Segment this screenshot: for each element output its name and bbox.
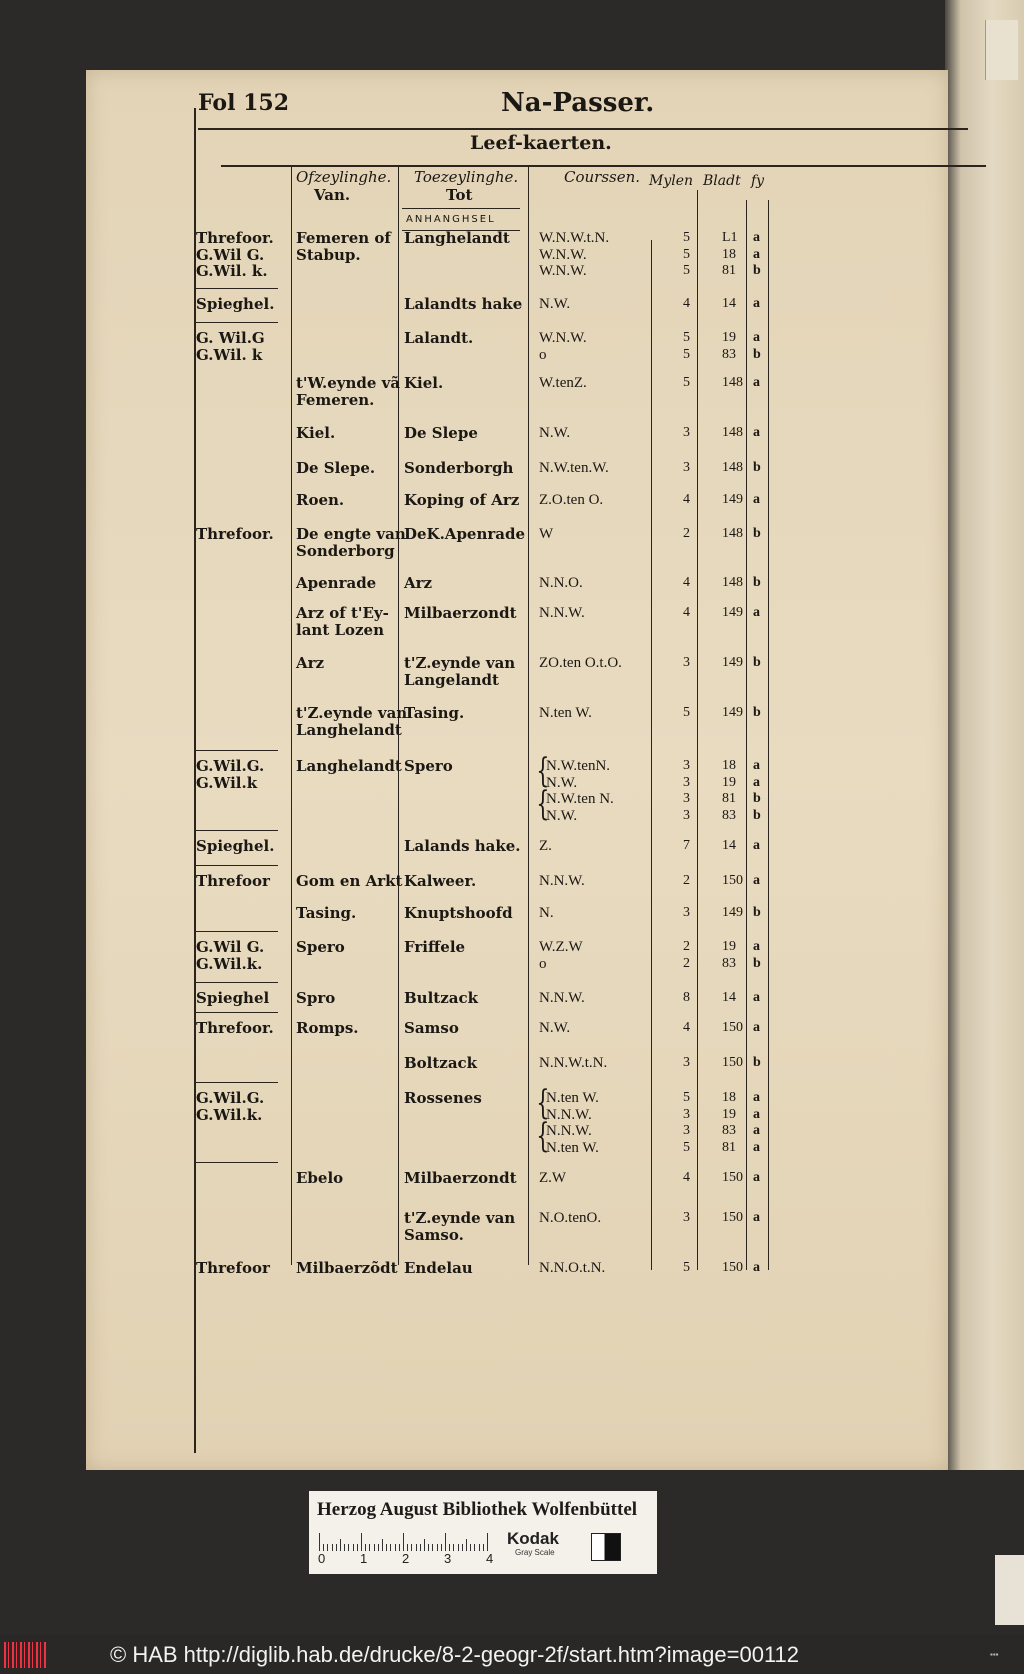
book-reference: Threfoor (196, 872, 270, 890)
to-place: Lalandt. (404, 329, 474, 347)
ruler-tick (357, 1544, 358, 1551)
miles-value: 3 (683, 758, 690, 773)
brace-mark: { (536, 1083, 550, 1123)
appendix-rule-top (402, 208, 520, 209)
page-value: 18 (722, 246, 736, 262)
to-place: Knuptshoofd (404, 904, 513, 922)
page-value: 148 (722, 425, 743, 440)
ruler-tick (420, 1544, 421, 1551)
miles-value: 4 (683, 492, 690, 507)
side-value: a (753, 605, 760, 620)
side-value: a (753, 492, 760, 507)
col-rule-6 (746, 200, 747, 1270)
to-place: Samso (404, 1019, 459, 1037)
page-value: 18 (722, 1090, 736, 1105)
ruler-tick (348, 1544, 349, 1551)
ruler-tick (382, 1539, 383, 1551)
miles-value: 3 (683, 425, 690, 440)
page-value: 19 (722, 330, 736, 345)
row-separator (196, 1162, 278, 1163)
ruler-tick (395, 1544, 396, 1551)
miles-value: 5 (683, 1090, 690, 1105)
page-value: 83 (722, 346, 736, 362)
side-value: b (753, 955, 761, 971)
page-value: 150 (722, 1260, 743, 1275)
page-value: 19 (722, 774, 736, 790)
to-place: Kalweer. (404, 872, 477, 890)
row-separator (196, 982, 278, 983)
ruler-tick (453, 1544, 454, 1551)
course-value: N.O.tenO. (539, 1210, 602, 1226)
ruler-tick (445, 1533, 446, 1551)
scale-ruler (319, 1531, 509, 1551)
book-reference: Spieghel. (196, 837, 275, 855)
miles-value: 2 (683, 955, 690, 971)
course-value: N.W.tenN. (546, 758, 611, 774)
row-separator (196, 865, 278, 866)
page-value: 148 (722, 460, 743, 475)
from-place: De engte van Sonderborg (296, 525, 406, 560)
miles-value: 4 (683, 296, 690, 311)
section-title: Leef-kaerten. (470, 132, 612, 154)
ruler-tick (416, 1544, 417, 1551)
side-value: a (753, 230, 760, 245)
header-miles: Mylen (649, 173, 694, 189)
page-value: 150 (722, 1055, 743, 1070)
side-value: a (753, 990, 760, 1005)
side-value: a (753, 873, 760, 888)
from-place: Roen. (296, 491, 345, 509)
brace-mark: { (536, 751, 550, 791)
course-value: N.W.ten.W. (539, 460, 609, 476)
to-place: Spero (404, 757, 453, 775)
book-edge (945, 0, 1024, 1470)
page-value: 81 (722, 1139, 736, 1155)
page-value: 18 (722, 758, 736, 773)
course-value: N.W. (539, 296, 571, 312)
col-rule-7 (768, 200, 769, 1270)
page-value: 14 (722, 838, 736, 853)
miles-value: 2 (683, 939, 690, 954)
course-value: W.N.W. (539, 330, 587, 346)
side-value: a (753, 774, 760, 790)
side-value: b (753, 807, 761, 823)
page-value: 149 (722, 655, 743, 670)
page-value: 19 (722, 1106, 736, 1122)
miles-value: 7 (683, 838, 690, 853)
course-value: N.W. (539, 1020, 571, 1036)
side-value: b (753, 263, 761, 278)
row-separator (196, 288, 278, 289)
from-place: Ebelo (296, 1169, 344, 1187)
from-place: Gom en Arkt (296, 872, 403, 890)
book-reference: Spieghel. (196, 295, 275, 313)
ruler-tick (487, 1533, 488, 1551)
ruler-tick (336, 1544, 337, 1551)
to-place: Friffele (404, 938, 466, 956)
course-value: W.Z.W (539, 939, 583, 955)
page-value: L1 (722, 230, 738, 245)
from-place: Femeren of Stabup. (296, 229, 391, 264)
side-value: a (753, 246, 760, 262)
side-value: b (753, 1055, 761, 1070)
row-separator (196, 1082, 278, 1083)
miles-value: 3 (683, 655, 690, 670)
course-value: Z. (539, 838, 552, 854)
course-value: W.tenZ. (539, 375, 587, 391)
miles-value: 4 (683, 1170, 690, 1185)
miles-value: 5 (683, 1139, 690, 1155)
side-value: a (753, 1020, 760, 1035)
row-separator (196, 750, 278, 751)
page-value: 19 (722, 939, 736, 954)
to-place: Sonderborgh (404, 459, 514, 477)
book-reference: Threfoor. G.Wil G. G.Wil. k. (196, 229, 274, 280)
course-value: N.N.W. (539, 605, 585, 621)
side-value: a (753, 425, 760, 440)
course-value: N.ten W. (546, 1139, 599, 1156)
to-place: Milbaerzondt (404, 1169, 517, 1187)
ruler-tick (332, 1544, 333, 1551)
ruler-tick (403, 1533, 404, 1551)
miles-value: 2 (683, 873, 690, 888)
folio: Fol 152 (198, 90, 290, 116)
to-place: DeK.Apenrade (404, 525, 526, 543)
page-value: 81 (722, 263, 736, 278)
side-value: a (753, 1210, 760, 1225)
miles-value: 3 (683, 1123, 690, 1138)
col-rule-4 (651, 240, 652, 1270)
kodak-brand: Kodak (507, 1529, 559, 1548)
header-to: Toezeylinghe. (414, 168, 519, 186)
course-value: N.W. (546, 807, 578, 824)
to-place: Rossenes (404, 1089, 482, 1107)
ruler-tick (479, 1544, 480, 1551)
miles-value: 3 (683, 807, 690, 823)
page-value: 149 (722, 705, 743, 720)
from-place: Arz of t'Ey- lant Lozen (296, 604, 389, 639)
miles-value: 3 (683, 460, 690, 475)
ruler-tick (353, 1544, 354, 1551)
miles-value: 3 (683, 905, 690, 920)
to-place: Boltzack (404, 1054, 478, 1072)
book-reference: G.Wil G. G.Wil.k. (196, 938, 265, 973)
ruler-tick (327, 1544, 328, 1551)
book-reference: G.Wil.G. G.Wil.k. (196, 1089, 265, 1124)
course-value: W.N.W. (539, 246, 587, 263)
to-place: Bultzack (404, 989, 478, 1007)
from-place: Spero (296, 938, 345, 956)
col-rule-5 (697, 190, 698, 1270)
to-place: De Slepe (404, 424, 478, 442)
page-value: 149 (722, 605, 743, 620)
book-page (86, 70, 948, 1470)
to-place: Milbaerzondt (404, 604, 517, 622)
ruler-tick (407, 1544, 408, 1551)
row-separator (196, 322, 278, 323)
to-place: Koping of Arz (404, 491, 520, 509)
side-value: a (753, 1123, 760, 1138)
course-value: N.N.W. (539, 873, 585, 889)
header-page: Bladt (703, 173, 741, 189)
course-value: Z.O.ten O. (539, 492, 604, 508)
ruler-tick (432, 1544, 433, 1551)
page-value: 148 (722, 575, 743, 590)
course-value: o (539, 955, 547, 972)
miles-value: 5 (683, 246, 690, 262)
from-place: t'Z.eynde van Langhelandt (296, 704, 408, 739)
course-value: N.N.O.t.N. (539, 1260, 606, 1276)
course-value: N. (539, 905, 554, 921)
miles-value: 4 (683, 575, 690, 590)
ruler-number: 3 (444, 1551, 452, 1566)
footer-url[interactable]: © HAB http://diglib.hab.de/drucke/8-2-geogr-2f/start.htm?image=00112 (110, 1642, 800, 1667)
side-value: b (753, 705, 761, 720)
course-value: o (539, 346, 547, 363)
ruler-number: 4 (486, 1551, 494, 1566)
ruler-tick (437, 1544, 438, 1551)
header-from: Ofzeylinghe. (296, 168, 392, 186)
ruler-tick (483, 1544, 484, 1551)
page-value: 14 (722, 296, 736, 311)
header-appendix: ANHANGHSEL (406, 214, 496, 225)
from-place: Apenrade (296, 574, 377, 592)
ruler-tick (344, 1544, 345, 1551)
hab-logo-icon (4, 1642, 46, 1668)
book-reference: Threfoor (196, 1259, 270, 1277)
page-value: 83 (722, 955, 736, 971)
course-value: N.W. (539, 425, 571, 441)
from-place: Romps. (296, 1019, 359, 1037)
running-title: Na-Passer. (501, 88, 655, 118)
to-place: Arz (404, 574, 433, 592)
side-value: a (753, 1106, 760, 1122)
ruler-tick (441, 1544, 442, 1551)
course-value: W.N.W.t.N. (539, 230, 610, 246)
ruler-number: 1 (360, 1551, 368, 1566)
from-place: Kiel. (296, 424, 336, 442)
ruler-number: 0 (318, 1551, 326, 1566)
ruler-tick (458, 1544, 459, 1551)
row-separator (196, 931, 278, 932)
page-value: 148 (722, 526, 743, 541)
page-value: 150 (722, 873, 743, 888)
side-value: a (753, 330, 760, 345)
side-value: a (753, 838, 760, 853)
from-place: Langhelandt (296, 757, 402, 775)
ruler-number: 2 (402, 1551, 410, 1566)
page-value: 148 (722, 375, 743, 390)
label-title: Herzog August Bibliothek Wolfenbüttel (317, 1499, 638, 1520)
course-value: N.N.W.t.N. (539, 1055, 608, 1071)
course-value: N.W.ten N. (546, 791, 614, 807)
brace-mark: { (536, 784, 550, 824)
side-value: a (753, 1090, 760, 1105)
miles-value: 3 (683, 774, 690, 790)
side-value: b (753, 905, 761, 920)
ruler-tick (424, 1539, 425, 1551)
page-value: 83 (722, 807, 736, 823)
side-value: b (753, 460, 761, 475)
miles-value: 5 (683, 346, 690, 362)
header-side: fy (751, 173, 765, 189)
book-reference: Spieghel (196, 989, 270, 1007)
course-value: W (539, 526, 554, 542)
miles-value: 4 (683, 1020, 690, 1035)
ruler-tick (428, 1544, 429, 1551)
page-value: 150 (722, 1210, 743, 1225)
ruler-tick (474, 1544, 475, 1551)
to-place: Tasing. (404, 704, 465, 722)
ruler-tick (390, 1544, 391, 1551)
to-place: t'Z.eynde van Langelandt (404, 654, 516, 689)
side-value: a (753, 939, 760, 954)
to-place: Endelau (404, 1259, 473, 1277)
page-value: 149 (722, 905, 743, 920)
from-place: Tasing. (296, 904, 357, 922)
miles-value: 5 (683, 263, 690, 278)
course-value: N.ten W. (546, 1090, 599, 1106)
side-value: a (753, 375, 760, 390)
course-value: N.ten W. (539, 705, 592, 721)
course-value: N.N.W. (546, 1123, 592, 1139)
course-value: W.N.W. (539, 263, 587, 279)
miles-value: 3 (683, 791, 690, 806)
course-value: N.N.O. (539, 575, 583, 591)
side-value: a (753, 296, 760, 311)
ruler-tick (378, 1544, 379, 1551)
from-place: Spro (296, 989, 336, 1007)
side-value: a (753, 1170, 760, 1185)
from-place: t'W.eynde vã Femeren. (296, 374, 401, 409)
header-courses: Courssen. (564, 168, 641, 186)
gray-swatch (591, 1533, 621, 1561)
header-rule (198, 128, 968, 130)
kodak-subtitle: Gray Scale (515, 1548, 555, 1557)
course-value: Z.W (539, 1170, 567, 1186)
side-value: b (753, 655, 761, 670)
col-rule-3 (528, 165, 529, 1265)
ruler-tick (361, 1533, 362, 1551)
to-place: t'Z.eynde van Samso. (404, 1209, 516, 1244)
from-place: Milbaerzõdt (296, 1259, 398, 1277)
page-value: 81 (722, 791, 736, 806)
ruler-tick (466, 1539, 467, 1551)
header-to-sub: Tot (446, 186, 473, 204)
miles-value: 3 (683, 1210, 690, 1225)
ruler-tick (399, 1544, 400, 1551)
ruler-tick (319, 1533, 320, 1551)
side-value: a (753, 758, 760, 773)
side-value: a (753, 1139, 760, 1155)
ruler-tick (374, 1544, 375, 1551)
ruler-tick (369, 1544, 370, 1551)
to-place: Langhelandt (404, 229, 510, 247)
to-place: Kiel. (404, 374, 444, 392)
side-value: b (753, 791, 761, 806)
from-place: De Slepe. (296, 459, 376, 477)
page-value: 150 (722, 1170, 743, 1185)
book-reference: G. Wil.G G.Wil. k (196, 329, 265, 364)
course-value: N.N.W. (539, 990, 585, 1006)
side-value: b (753, 526, 761, 541)
ruler-tick (340, 1539, 341, 1551)
page-value: 150 (722, 1020, 743, 1035)
book-reference: Threfoor. (196, 1019, 274, 1037)
footer-meta: ▪▪▪ (990, 1650, 999, 1659)
course-value: N.W. (546, 774, 578, 791)
page-value: 14 (722, 990, 736, 1005)
page-value: 149 (722, 492, 743, 507)
book-reference: Threfoor. (196, 525, 274, 543)
miles-value: 8 (683, 990, 690, 1005)
ruler-tick (386, 1544, 387, 1551)
miles-value: 3 (683, 1106, 690, 1122)
ruler-tick (449, 1544, 450, 1551)
to-place: Lalands hake. (404, 837, 521, 855)
book-reference: G.Wil.G. G.Wil.k (196, 757, 265, 792)
book-spine-label (985, 20, 1018, 80)
page-value: 83 (722, 1123, 736, 1138)
library-label (309, 1491, 657, 1574)
ruler-tick (323, 1544, 324, 1551)
row-separator (196, 1012, 278, 1013)
side-value: b (753, 575, 761, 590)
miles-value: 4 (683, 605, 690, 620)
col-rule-1 (291, 165, 292, 1265)
ruler-tick (470, 1544, 471, 1551)
miles-value: 5 (683, 1260, 690, 1275)
side-tag (995, 1555, 1024, 1625)
section-rule (221, 165, 986, 167)
miles-value: 5 (683, 705, 690, 720)
header-from-sub: Van. (314, 186, 351, 204)
ruler-tick (411, 1544, 412, 1551)
miles-value: 3 (683, 1055, 690, 1070)
ruler-tick (462, 1544, 463, 1551)
course-value: ZO.ten O.t.O. (539, 655, 622, 671)
ruler-tick (365, 1544, 366, 1551)
course-value: N.N.W. (546, 1106, 592, 1123)
side-value: b (753, 346, 761, 362)
row-separator (196, 830, 278, 831)
miles-value: 5 (683, 330, 690, 345)
side-value: a (753, 1260, 760, 1275)
miles-value: 5 (683, 375, 690, 390)
miles-value: 5 (683, 230, 690, 245)
from-place: Arz (296, 654, 325, 672)
miles-value: 2 (683, 526, 690, 541)
to-place: Lalandts hake (404, 295, 523, 313)
brace-mark: { (536, 1116, 550, 1156)
